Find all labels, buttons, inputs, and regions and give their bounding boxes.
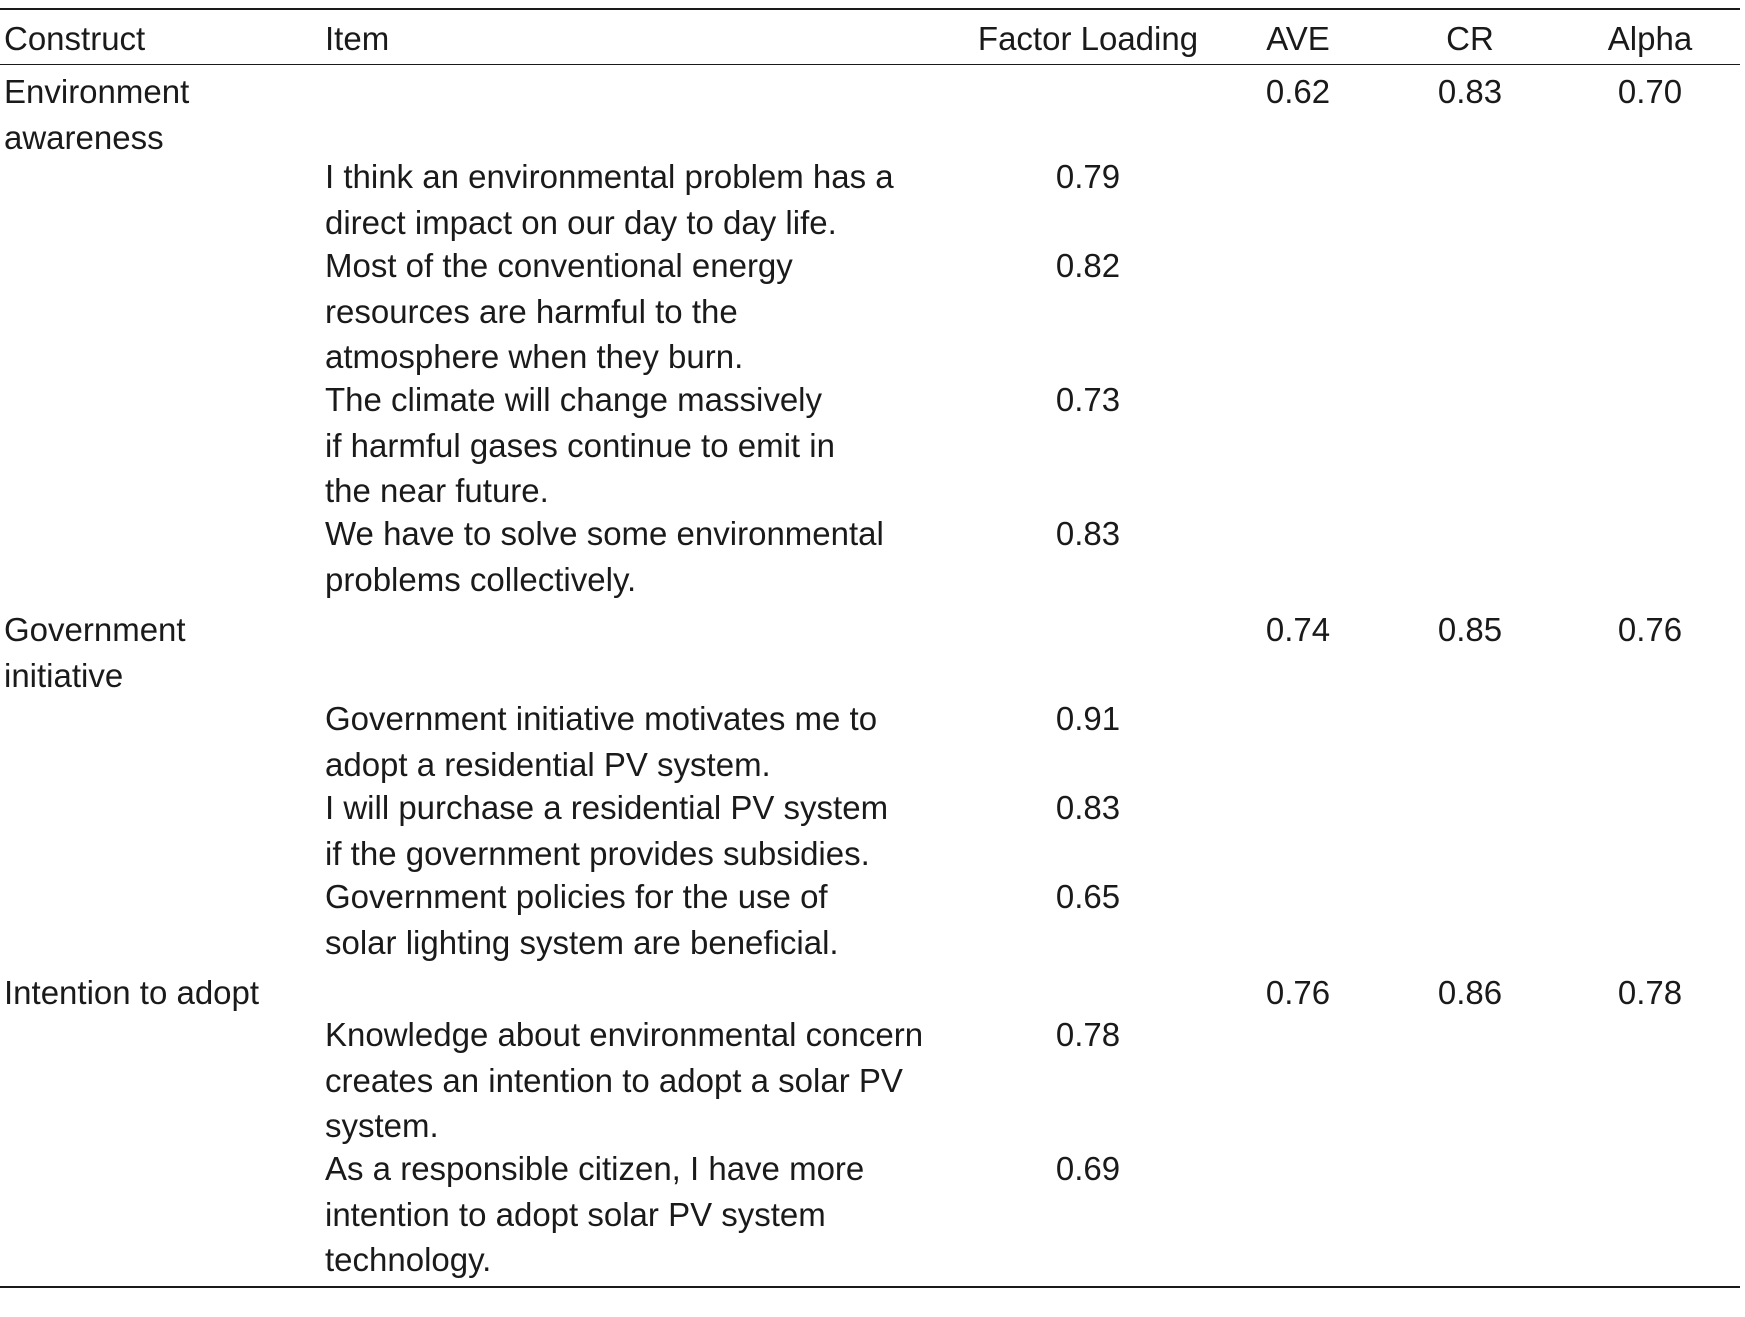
factor-loading-value: 0.83 xyxy=(1055,515,1121,552)
item-row xyxy=(0,377,1740,511)
item-row xyxy=(0,1146,1740,1286)
alpha-value: 0.70 xyxy=(1617,73,1683,110)
construct-row xyxy=(0,65,1740,154)
factor-loading-value: 0.79 xyxy=(1055,158,1121,195)
item-row xyxy=(0,511,1740,607)
factor-loading-value: 0.83 xyxy=(1055,789,1121,826)
ave-value: 0.74 xyxy=(1265,611,1331,648)
item-text: Government initiative motivates me to adopt a residential PV system. xyxy=(325,700,878,783)
header-alpha: Alpha xyxy=(1607,20,1693,57)
item-text: Government policies for the use of solar lighting system are beneficial. xyxy=(325,878,839,961)
factor-loading-value: 0.65 xyxy=(1055,878,1121,915)
header-cr: CR xyxy=(1446,20,1494,57)
factor-loading-value: 0.69 xyxy=(1055,1150,1121,1187)
factor-loading-value: 0.78 xyxy=(1055,1016,1121,1053)
factor-loading-value: 0.91 xyxy=(1055,700,1121,737)
ave-value: 0.76 xyxy=(1265,974,1331,1011)
cr-value: 0.83 xyxy=(1437,73,1503,110)
factor-loading-value: 0.82 xyxy=(1055,247,1121,284)
cr-value: 0.86 xyxy=(1437,974,1503,1011)
construct-name: Government initiative xyxy=(4,611,186,694)
item-text: I will purchase a residential PV system if the government provides subsidies. xyxy=(325,789,889,872)
construct-row xyxy=(0,607,1740,696)
factor-loading-value: 0.73 xyxy=(1055,381,1121,418)
item-text: As a responsible citizen, I have more intention to adopt solar PV system technology. xyxy=(325,1150,865,1278)
table-header-row xyxy=(0,10,1740,64)
header-construct: Construct xyxy=(4,20,146,57)
item-text: Most of the conventional energy resources are harmful to the atmosphere when they burn. xyxy=(325,247,793,375)
item-row xyxy=(0,874,1740,970)
item-row xyxy=(0,243,1740,377)
item-row xyxy=(0,154,1740,243)
item-text: We have to solve some environmental problems collectively. xyxy=(325,515,884,598)
header-item: Item xyxy=(325,20,390,57)
header-factor-loading: Factor Loading xyxy=(977,20,1199,57)
item-text: The climate will change massively if harmful gases continue to emit in the near future. xyxy=(325,381,835,509)
item-text: I think an environmental problem has a direct impact on our day to day life. xyxy=(325,158,894,241)
item-row xyxy=(0,1012,1740,1146)
alpha-value: 0.78 xyxy=(1617,974,1683,1011)
item-row xyxy=(0,696,1740,785)
cr-value: 0.85 xyxy=(1437,611,1503,648)
construct-name: Intention to adopt xyxy=(4,974,260,1011)
header-ave: AVE xyxy=(1266,20,1330,57)
ave-value: 0.62 xyxy=(1265,73,1331,110)
item-text: Knowledge about environmental concern creates an intention to adopt a solar PV system. xyxy=(325,1016,924,1144)
construct-row xyxy=(0,970,1740,1012)
item-row xyxy=(0,785,1740,874)
table-bottom-rule xyxy=(0,1286,1740,1288)
alpha-value: 0.76 xyxy=(1617,611,1683,648)
measurement-table xyxy=(0,8,1740,1288)
construct-name: Environment awareness xyxy=(4,73,190,156)
